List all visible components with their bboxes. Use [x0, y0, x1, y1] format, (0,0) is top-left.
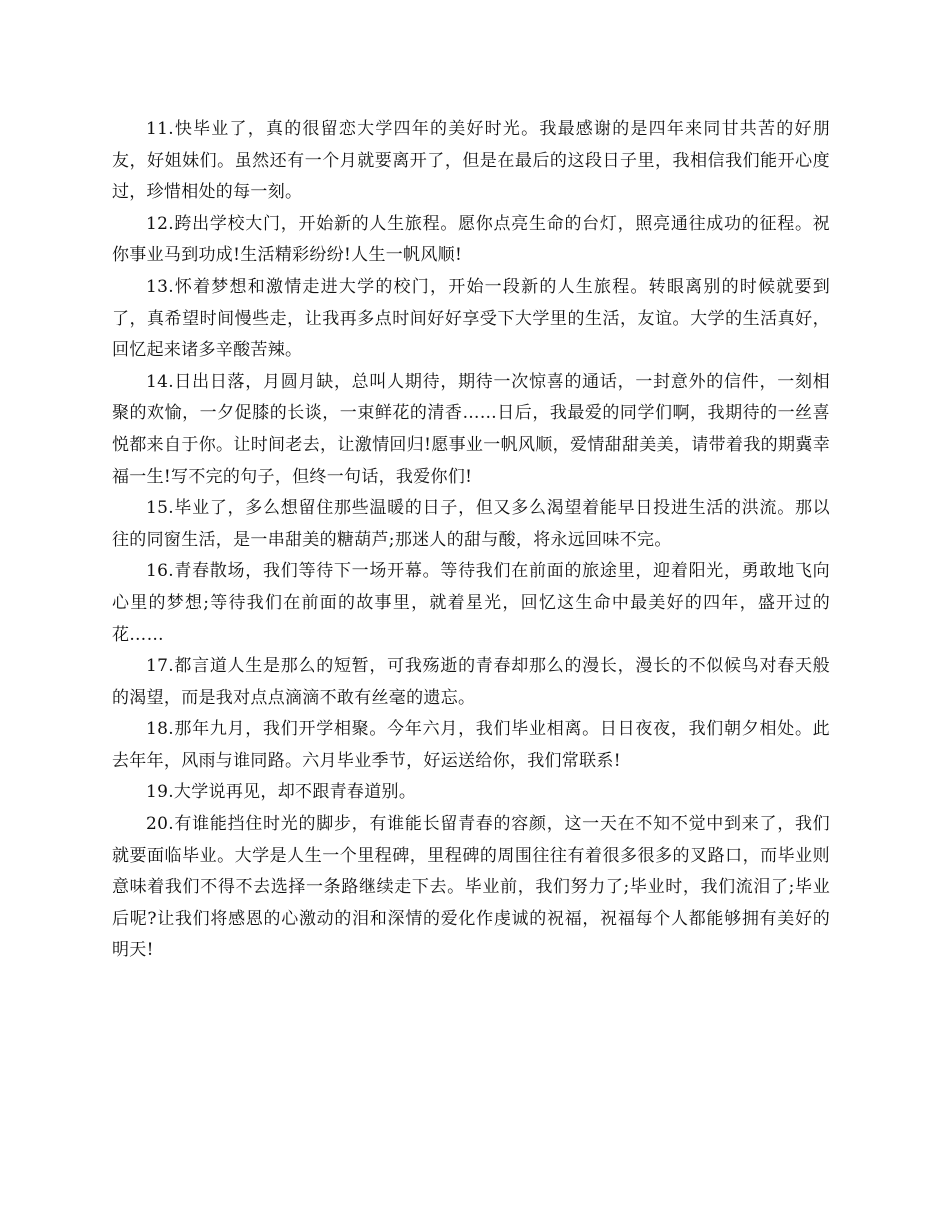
- paragraph-15: 15.毕业了，多么想留住那些温暖的日子，但又多么渴望着能早日投进生活的洪流。那以往的同窗生活，是一串甜美的糖葫芦;那迷人的甜与酸，将永远回味不完。: [112, 498, 830, 550]
- paragraph-13: 13.怀着梦想和激情走进大学的校门，开始一段新的人生旅程。转眼离别的时候就要到了，真希望时间慢些走，让我再多点时间好好享受下大学里的生活，友谊。大学的生活真好，回忆起来诸多辛酸苦辣。: [112, 276, 830, 361]
- paragraph-14: 14.日出日落，月圆月缺，总叫人期待，期待一次惊喜的通话，一封意外的信件，一刻相聚的欢愉，一夕促膝的长谈，一束鲜花的清香……日后，我最爱的同学们啊，我期待的一丝喜悦都来自于你。让时间老去，让激情回归!愿事业一帆风顺，爱情甜甜美美，请带着我的期冀幸福一生!写不完的句子，但终一句话，我爱你们!: [112, 371, 830, 487]
- paragraph-19: 19.大学说再见，却不跟青春道别。: [146, 782, 417, 803]
- paragraph-16: 16.青春散场，我们等待下一场开幕。等待我们在前面的旅途里，迎着阳光，勇敢地飞向心里的梦想;等待我们在前面的故事里，就着星光，回忆这生命中最美好的四年，盛开过的花……: [112, 561, 830, 645]
- paragraph-20: 20.有谁能挡住时光的脚步，有谁能长留青春的容颜，这一天在不知不觉中到来了，我们就要面临毕业。大学是人生一个里程碑，里程碑的周围往往有着很多很多的叉路口，而毕业则意味着我们不得不去选择一条路继续走下去。毕业前，我们努力了;毕业时，我们流泪了;毕业后呢?让我们将感恩的心激动的泪和深情的爱化作虔诚的祝福，祝福每个人都能够拥有美好的明天!: [112, 814, 830, 961]
- paragraph-17: 17.都言道人生是那么的短暂，可我殇逝的青春却那么的漫长，漫长的不似候鸟对春天般的渴望，而是我对点点滴滴不敢有丝毫的遗忘。: [112, 656, 830, 708]
- paragraph-11: 11.快毕业了，真的很留恋大学四年的美好时光。我最感谢的是四年来同甘共苦的好朋友，好姐妹们。虽然还有一个月就要离开了，但是在最后的这段日子里，我相信我们能开心度过，珍惜相处的每一刻。: [112, 119, 830, 203]
- document-body: [112, 114, 830, 967]
- paragraph-18: 18.那年九月，我们开学相聚。今年六月，我们毕业相离。日日夜夜，我们朝夕相处。此去年年，风雨与谁同路。六月毕业季节，好运送给你，我们常联系!: [112, 719, 830, 771]
- paragraph-12: 12.跨出学校大门，开始新的人生旅程。愿你点亮生命的台灯，照亮通往成功的征程。祝你事业马到功成!生活精彩纷纷!人生一帆风顺!: [112, 213, 830, 266]
